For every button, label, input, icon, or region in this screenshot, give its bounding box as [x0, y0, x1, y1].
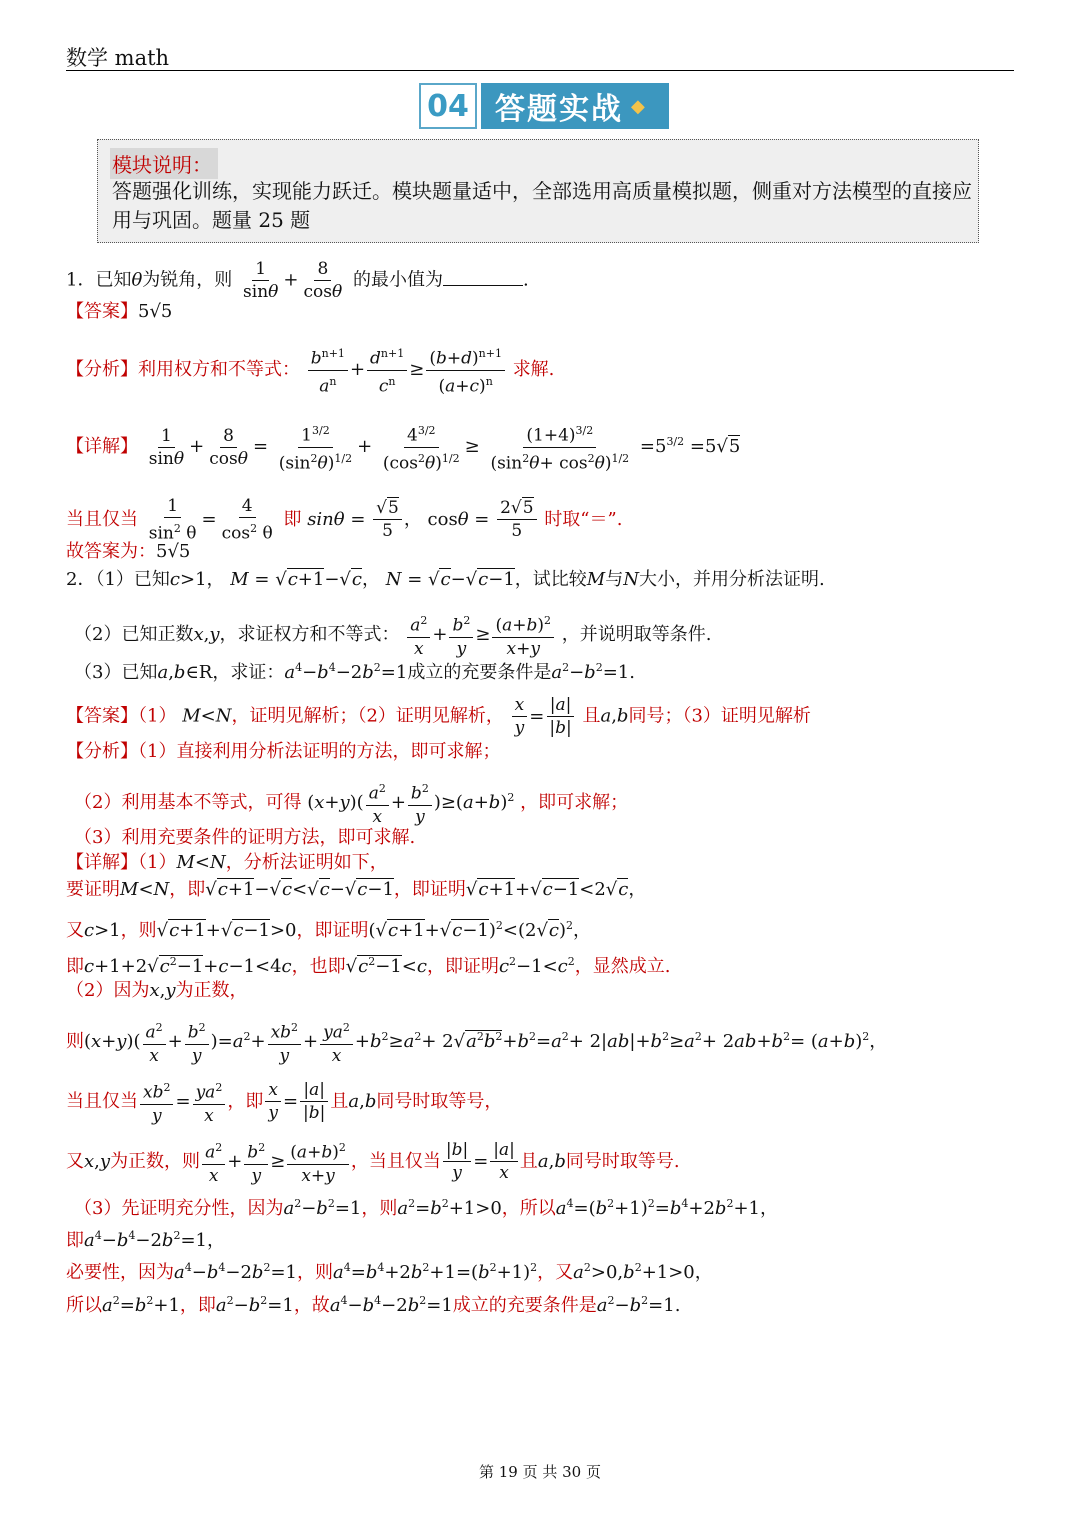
q2-detail-1: 【详解】（1）M<N，分析法证明如下，	[66, 852, 388, 873]
q2-analysis-1: 【分析】（1）直接利用分析法证明的方法，即可求解；	[66, 741, 501, 762]
q1-detail: 【详解】 $\frac{1}{\sin\theta}$ + $\frac{8}{\cos\theta}$ = $\frac{1^{3/2}}{(\sin^2\theta)^{1/2}}$ + $\frac{4^{3/2}}{(\cos^2\theta)^{1/2}}$ ≥ $\frac{(1+4)^{3/2}}{(\sin^2\theta+ \cos^2\theta)^{1/2}}$ $=5^{3/2} =5√5$	[66, 420, 740, 474]
q2-part1: 2．（1）已知c>1， M = √c+1−√c， N = √c−√c−1，试比较M与N大小，并用分析法证明.	[66, 569, 825, 590]
page-header: 数学 math	[66, 46, 170, 70]
q2-detail-9: （3）先证明充分性，因为$a^2-b^2=1$，则$a^2=b^2+1>0$，所以$a^4=(b^2+1)^2=b^4+2b^2+1$，	[74, 1197, 778, 1219]
answer-blank	[443, 267, 523, 286]
q2-answer: 【答案】（1） M<N，证明见解析；（2）证明见解析， $\frac{x}{y}$ = $\frac{|a|}{|b|}$ 且a,b同号；（3）证明见解析	[66, 695, 811, 738]
page-footer: 第 19 页 共 30 页	[478, 1463, 601, 1481]
section-banner	[419, 83, 669, 129]
module-note-box	[97, 139, 979, 243]
section-title-text: 答题实战	[495, 92, 623, 127]
q1-equality: 当且仅当 $\frac{1}{\sin^2 \theta}$ = $\frac{4}{\cos^2 \theta}$ 即 sinθ = $\frac{√5}{5}$ ， cosθ = $\frac{2√5}{5}$ 时取“＝”.	[66, 496, 623, 544]
q1-stem: 1．已知θ为锐角，则 $\frac{1}{\sin\theta}$ + $\frac{8}{\cos\theta}$ 的最小值为 .	[66, 259, 529, 302]
q2-detail-12: 所以$a^2=b^2+1$，即$a^2-b^2=1$，故$a^4-b^4-2b^2=1$成立的充要条件是$a^2-b^2=1$.	[66, 1294, 681, 1316]
q1-analysis: 【分析】利用权方和不等式： $\frac{b^{n+1}}{a^n}$ + $\frac{d^{n+1}}{c^n}$ ≥ $\frac{(b+d)^{n+1}}{(a+c)^n}$ 求解.	[66, 343, 554, 397]
q1-conclusion: 故答案为：5√5	[66, 541, 191, 562]
q1-answer: 【答案】5√5	[66, 301, 173, 322]
q2-detail-4: 即$c+1+2√c^2-1+c-1<4c$，也即$√c^2-1<c$，即证明$c^2-1<c^2$，显然成立.	[66, 955, 671, 977]
diamond-icon: ◆	[631, 95, 647, 117]
q2-detail-8: 又x,y为正数，则 $\frac{a^2}{x}$ + $\frac{b^2}{y}$ ≥ $\frac{(a+b)^2}{x+y}$ ，当且仅当 $\frac{|b|}{y}$ = $\frac{|a|}{x}$ 且a,b同号时取等号.	[66, 1137, 680, 1187]
q2-detail-3: 又c>1，则√c+1+√c−1>0，即证明$(√c+1+√c-1)^2<(2√c)^2$，	[66, 919, 592, 941]
header-rule	[66, 70, 1014, 71]
q2-detail-5: （2）因为x,y为正数，	[66, 980, 248, 1001]
q2-part3: （3）已知a,b∈R，求证：$a^4-b^4-2b^2=1$成立的充要条件是$a^2-b^2=1$.	[74, 661, 635, 683]
q2-detail-11: 必要性，因为$a^4-b^4-2b^2=1$，则$a^4=b^4+2b^2+1=(b^2+1)^2$，又$a^2>0,b^2+1>0$，	[66, 1261, 713, 1283]
q2-detail-6: 则(x+y)( $\frac{a^2}{x}$ + $\frac{b^2}{y}$ )$=a^2+$ $\frac{xb^2}{y}$ + $\frac{ya^2}{x}$ $+b^2\ge a^2+ 2√a^2b^2+b^2=a^2+ 2|ab|+b^2\ge a^2+ 2ab+b^2= (a+b)^2$，	[66, 1017, 887, 1067]
q2-detail-7: 当且仅当 $\frac{xb^2}{y}$ = $\frac{ya^2}{x}$ ，即 $\frac{x}{y}$ = $\frac{|a|}{|b|}$ 且a,b同号时取等号，	[66, 1077, 502, 1127]
section-number: 04	[419, 83, 477, 129]
module-note-text: 答题强化训练，实现能力跃迁。模块题量适中，全部选用高质量模拟题，侧重对方法模型的直接应用与巩固。题量 25 题	[112, 179, 972, 232]
module-note-tag: 模块说明：	[110, 148, 218, 179]
q2-detail-2: 要证明M<N，即√c+1−√c<√c−√c−1，即证明√c+1+√c−1<2√c，	[66, 879, 647, 900]
q2-analysis-2: （2）利用基本不等式，可得 (x+y)( $\frac{a^2}{x}$ + $\frac{b^2}{y}$ )$\ge(a+b)^2$ ，即可求解；	[74, 778, 628, 828]
q2-analysis-3: （3）利用充要条件的证明方法，即可求解.	[74, 827, 416, 848]
section-title	[481, 83, 669, 129]
q2-detail-10: 即$a^4-b^4-2b^2=1$，	[66, 1229, 225, 1251]
q2-part2: （2）已知正数x,y，求证权方和不等式： $\frac{a^2}{x}$ + $\frac{b^2}{y}$ ≥ $\frac{(a+b)^2}{x+y}$ ，并说明取等条件.	[74, 610, 712, 660]
